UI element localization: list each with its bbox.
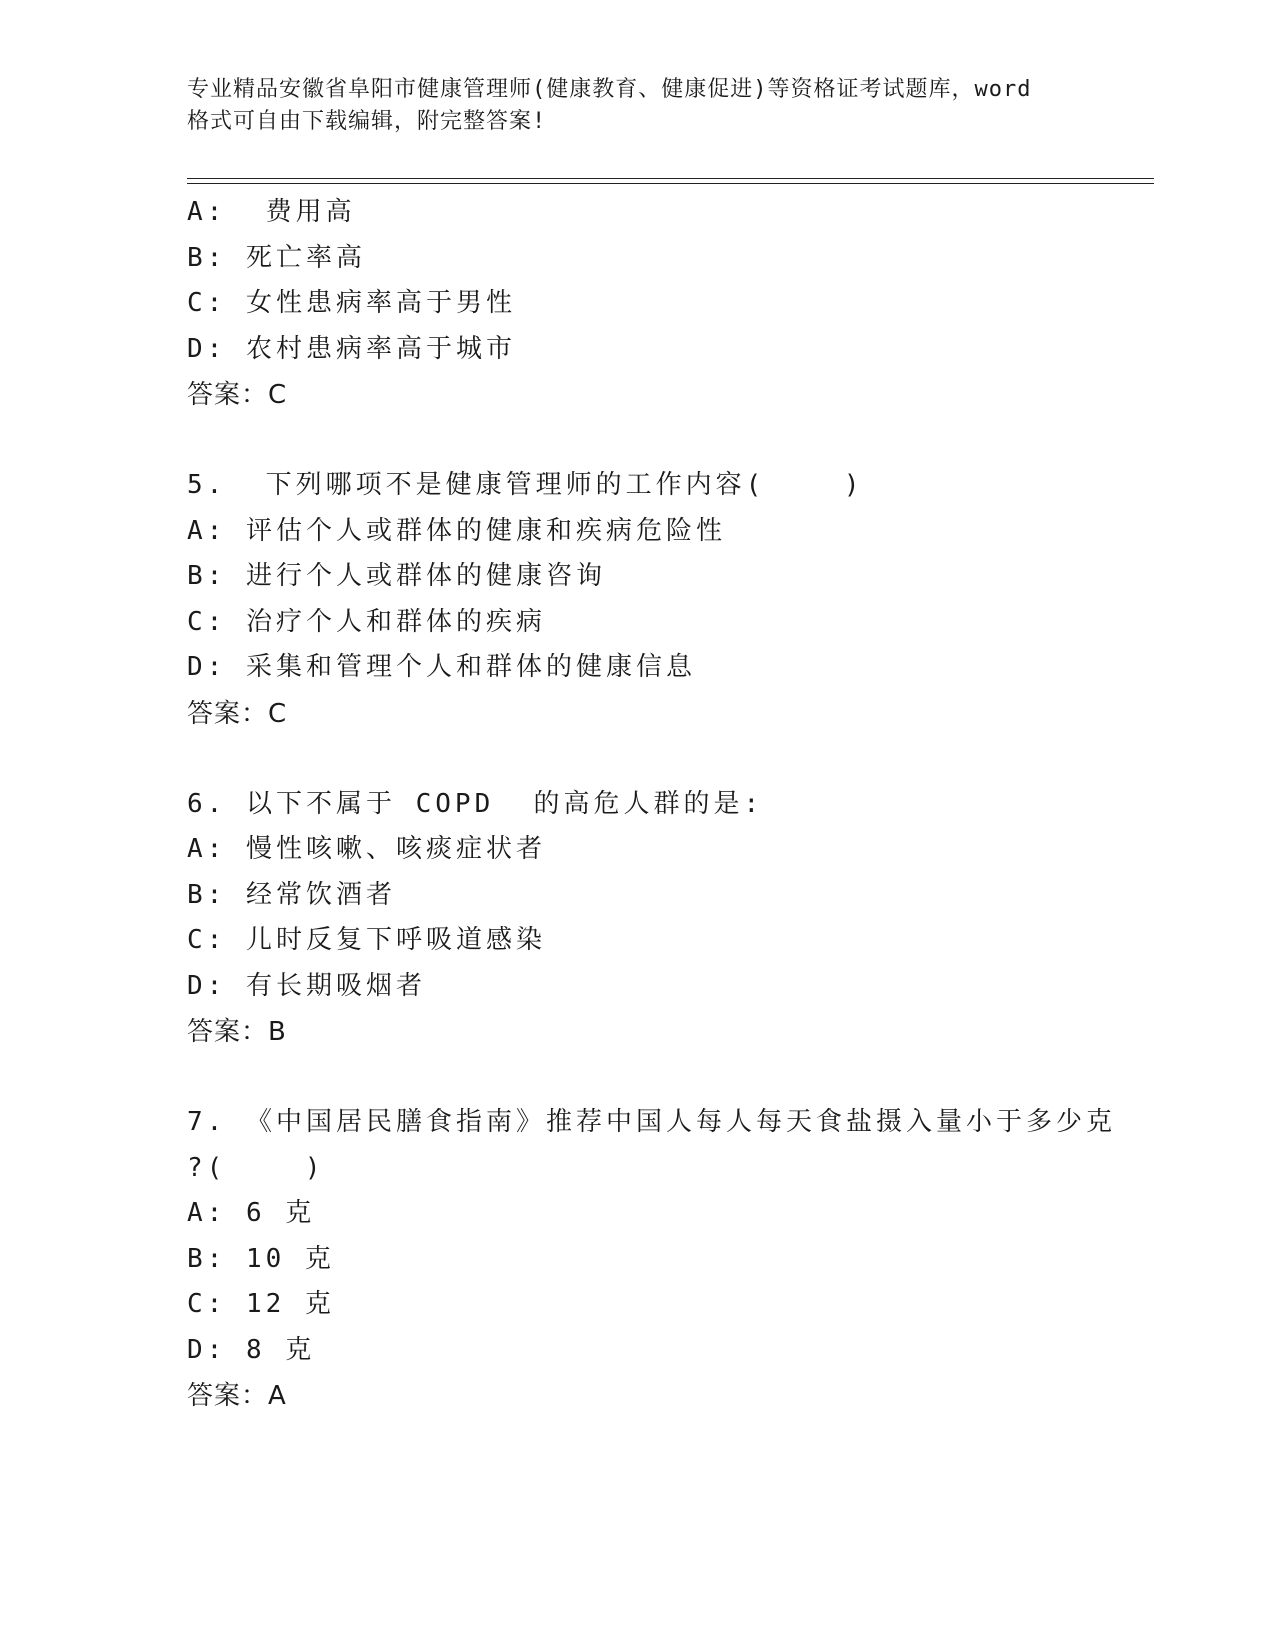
header-line-2: 格式可自由下载编辑，附完整答案!	[187, 109, 547, 134]
option-d: D: 有长期吸烟者	[187, 970, 426, 1001]
question-stem: 5. 下列哪项不是健康管理师的工作内容( )	[187, 470, 864, 500]
option-d: D: 农村患病率高于城市	[187, 333, 516, 364]
document-header	[187, 74, 1087, 138]
answer-line: 答案：A	[187, 1381, 287, 1411]
question-block	[187, 190, 1147, 418]
option-a: A: 6 克	[187, 1198, 316, 1228]
option-d: D: 采集和管理个人和群体的健康信息	[187, 652, 696, 682]
question-stem-continued: ?( )	[187, 1152, 325, 1183]
option-a: A: 费用高	[187, 197, 356, 227]
option-d: D: 8 克	[187, 1334, 316, 1365]
option-b: B: 死亡率高	[187, 242, 366, 273]
answer-line: 答案：B	[187, 1017, 287, 1047]
header-divider-top	[187, 178, 1154, 179]
question-stem: 7. 《中国居民膳食指南》推荐中国人每人每天食盐摄入量小于多少克	[187, 1107, 1116, 1137]
question-list	[187, 190, 1147, 1419]
option-b: B: 进行个人或群体的健康咨询	[187, 561, 606, 591]
option-a: A: 慢性咳嗽、咳痰症状者	[187, 834, 546, 864]
question-block	[187, 463, 1147, 737]
header-divider-bottom	[187, 183, 1154, 184]
option-c: C: 儿时反复下呼吸道感染	[187, 925, 546, 955]
option-c: C: 12 克	[187, 1289, 335, 1319]
question-block	[187, 782, 1147, 1056]
option-b: B: 经常饮酒者	[187, 879, 396, 910]
option-a: A: 评估个人或群体的健康和疾病危险性	[187, 515, 726, 546]
header-line-1: 专业精品安徽省阜阳市健康管理师(健康教育、健康促进)等资格证考试题库，word	[187, 77, 1032, 102]
answer-line: 答案：C	[187, 380, 288, 410]
question-block	[187, 1100, 1147, 1419]
option-c: C: 女性患病率高于男性	[187, 288, 516, 318]
question-stem: 6. 以下不属于 COPD 的高危人群的是:	[187, 788, 764, 819]
option-b: B: 10 克	[187, 1243, 335, 1274]
option-c: C: 治疗个人和群体的疾病	[187, 606, 546, 637]
answer-line: 答案：C	[187, 698, 288, 729]
